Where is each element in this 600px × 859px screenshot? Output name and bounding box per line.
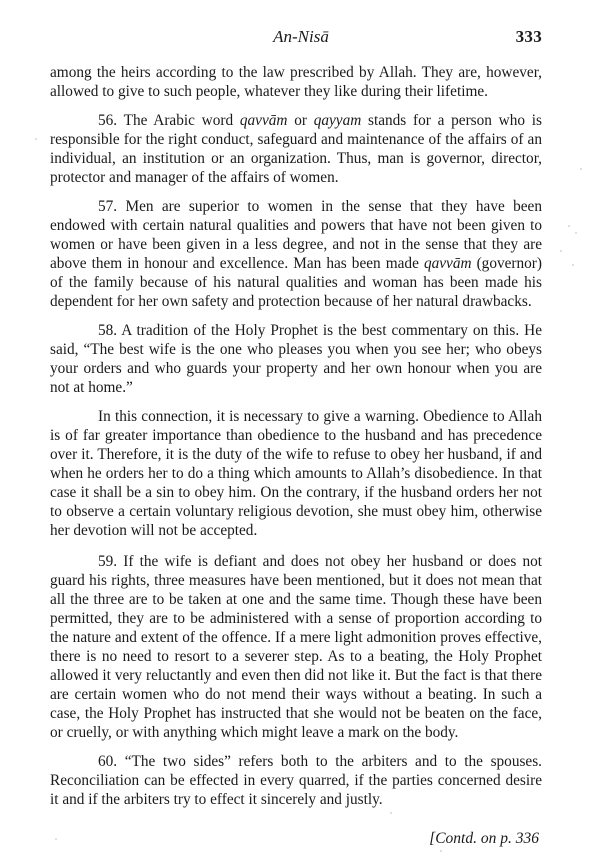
paragraph-note-57 (50, 197, 542, 311)
paragraph-carryover: among the heirs according to the law prescribed by Allah. They are, however, allowed to give to such people, whatever they like during their lifetime. (50, 64, 542, 100)
scan-speck (35, 138, 37, 140)
arabic-term: qavvām (423, 255, 472, 272)
paragraph-note-58: 58. A tradition of the Holy Prophet is the best commentary on this. He said, “The best wife is the one who pleases you when you see her; who obeys your orders and who guards your property and her own honour when you are not at home.” (50, 322, 542, 396)
arabic-term: qavvām (239, 112, 288, 129)
page-number: 333 (515, 27, 542, 46)
text-segment: stands for a person who is responsible for the right conduct, safeguard and maintenance of the affairs of an individual, an institution or an organization. Thus, man is governor, director, protector and manager of the affairs of women. (50, 112, 542, 186)
scan-speck (55, 838, 57, 840)
paragraph-note-59: 59. If the wife is defiant and does not obey her husband or does not guard his rights, three measures have been mentioned, but it does not mean that all the three are to be taken at one and the same time. Though these have been permitted, they are to be administered with a sense of proportion according to the nature and extent of the offence. If a mere light admonition proves effective, there is no need to resort to a severer step. As to a beating, the Holy Prophet allowed it very reluctantly and even then did not like it. But the fact is that there are certain women who do not mend their ways without a beating. In such a case, the Holy Prophet has instructed that she would not be beaten on the face, or cruelly, or with anything which might leave a mark on the body. (50, 553, 542, 741)
body-text (50, 63, 542, 819)
text-segment: (governor) of the family because of his natural qualities and woman has been made his dependent for her own safety and protection because of her natural drawbacks. (50, 255, 542, 310)
text-segment: 57. Men are superior to women in the sense that they have been endowed with certain natural qualities and powers that have not been given to women or have been given in a less degree, and not in the sense that they are above them in honour and excellence. Man has been made (50, 198, 542, 272)
scan-speck (580, 168, 582, 170)
running-head (50, 27, 542, 49)
running-title: An-Nisā (273, 27, 329, 46)
text-segment: or (287, 112, 314, 129)
scan-speck (575, 232, 577, 234)
paragraph-note-60: 60. “The two sides” refers both to the arbiters and to the spouses. Reconciliation can be effected in every quarred, if the parties concerned desire it and if the arbiters try to effect it sincerely and justly. (50, 753, 542, 808)
continuation-note: [Contd. on p. 336 (429, 830, 539, 847)
scan-speck (440, 850, 442, 852)
scan-speck (390, 812, 392, 814)
scan-speck (568, 225, 570, 227)
text-segment: 56. The Arabic word (98, 112, 240, 129)
arabic-term: qayyam (313, 112, 362, 129)
paragraph-note-58-continued: In this connection, it is necessary to give a warning. Obedience to Allah is of far greater importance than obedience to the husband and has precedence over it. Therefore, it is the duty of the wife to refuse to obey her husband, if and when he orders her to do a thing which amounts to Allah’s disobedience. In that case it shall be a sin to obey him. On the contrary, if the husband orders her not to observe a certain voluntary religious devotion, she must obey him, otherwise her devotion will not be accepted. (50, 408, 542, 539)
paragraph-note-56 (50, 111, 542, 187)
scan-speck (572, 264, 574, 266)
scan-speck (560, 250, 562, 252)
